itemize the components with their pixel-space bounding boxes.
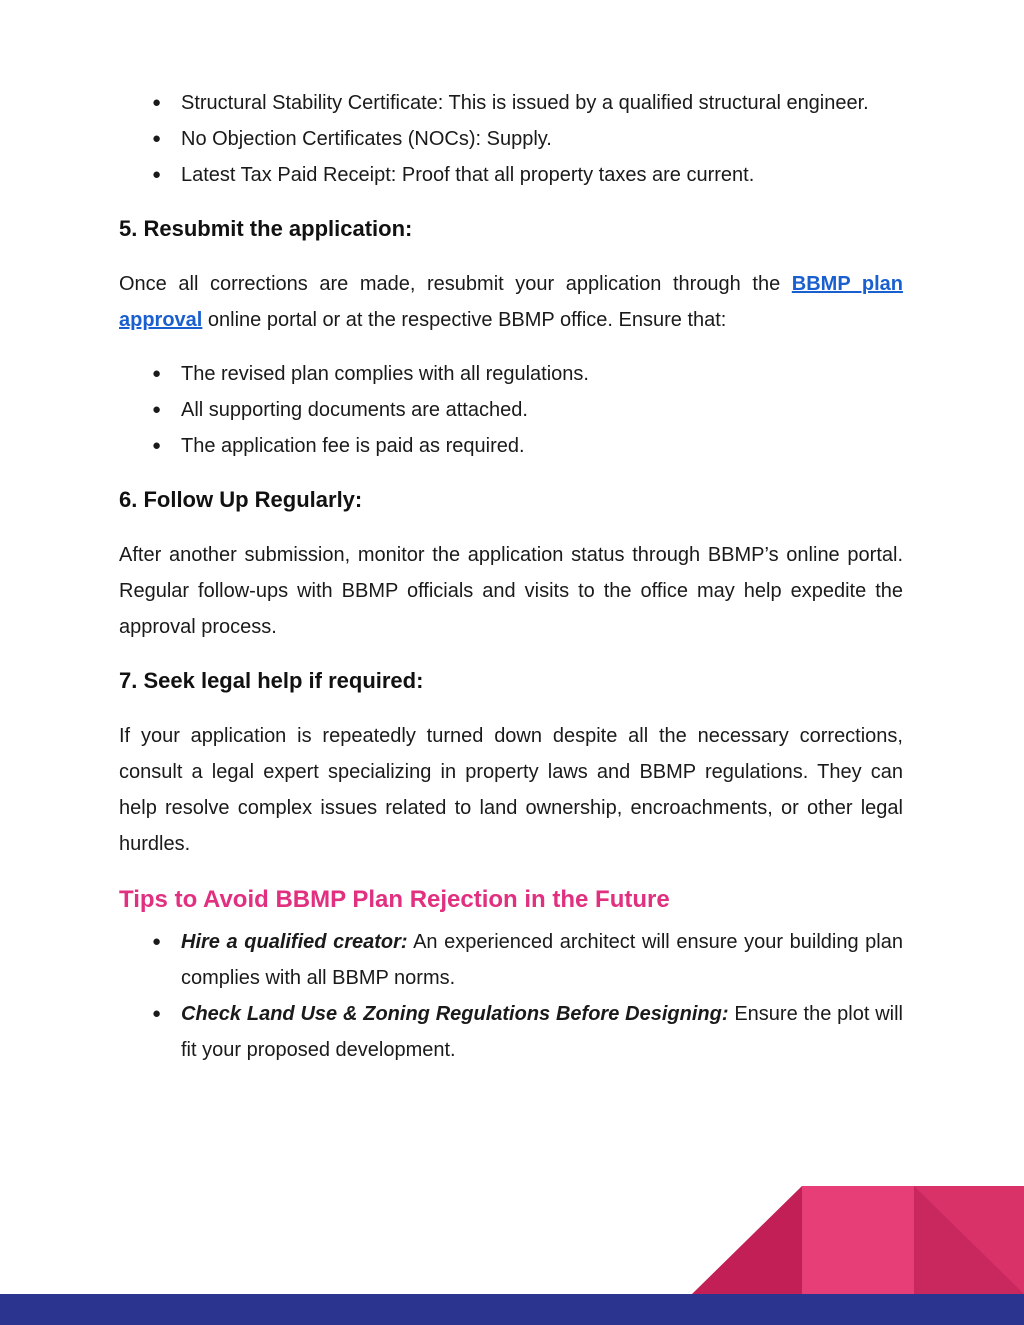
list-item: ● No Objection Certificates (NOCs): Supply. [119, 121, 903, 157]
bullet-icon: ● [152, 166, 162, 183]
paragraph-resubmit: Once all corrections are made, resubmit your application through the BBMP plan approval online portal or at the respective BBMP office. Ensure that: [119, 273, 903, 331]
list-item: ● Check Land Use & Zoning Regulations Before Designing: Ensure the plot will fit your proposed development. [119, 996, 903, 1068]
bullet-icon: ● [152, 401, 162, 418]
bullet-icon: ● [152, 437, 162, 454]
bullet-icon: ● [152, 933, 162, 950]
bullet-icon: ● [152, 130, 162, 147]
decor-dark-triangle [692, 1186, 802, 1294]
tips-heading: Tips to Avoid BBMP Plan Rejection in the Future [119, 886, 670, 913]
paragraph-follow-up: After another submission, monitor the application status through BBMP’s online portal. Regular follow-ups with BBMP officials and visits to the office may help expedite the approval process. [119, 544, 903, 638]
section-heading-follow-up: 6. Follow Up Regularly: [119, 487, 363, 512]
section-heading-legal-help: 7. Seek legal help if required: [119, 668, 424, 693]
list-item: ● All supporting documents are attached. [119, 392, 903, 428]
decor-mid-block [802, 1186, 914, 1294]
list-item: ● Latest Tax Paid Receipt: Proof that all property taxes are current. [119, 157, 903, 193]
paragraph-legal-help: If your application is repeatedly turned down despite all the necessary corrections, consult a legal expert specializing in property laws and BBMP regulations. They can help resolve complex issues related to land ownership, encroachments, or other legal hurdles. [119, 725, 903, 855]
bullet-icon: ● [152, 94, 162, 111]
section-heading-resubmit: 5. Resubmit the application: [119, 216, 413, 241]
bullet-icon: ● [152, 1005, 162, 1022]
list-item: ● Structural Stability Certificate: This is issued by a qualified structural engineer. [119, 85, 903, 121]
footer-bar [0, 1294, 1024, 1325]
bbmp-plan-approval-link[interactable]: BBMP plan approval [119, 273, 903, 331]
list-item: ● The revised plan complies with all regulations. [119, 356, 903, 392]
bullet-icon: ● [152, 365, 162, 382]
list-item: ● Hire a qualified creator: An experienced architect will ensure your building plan complies with all BBMP norms. [119, 924, 903, 996]
list-item: ● The application fee is paid as required. [119, 428, 903, 464]
